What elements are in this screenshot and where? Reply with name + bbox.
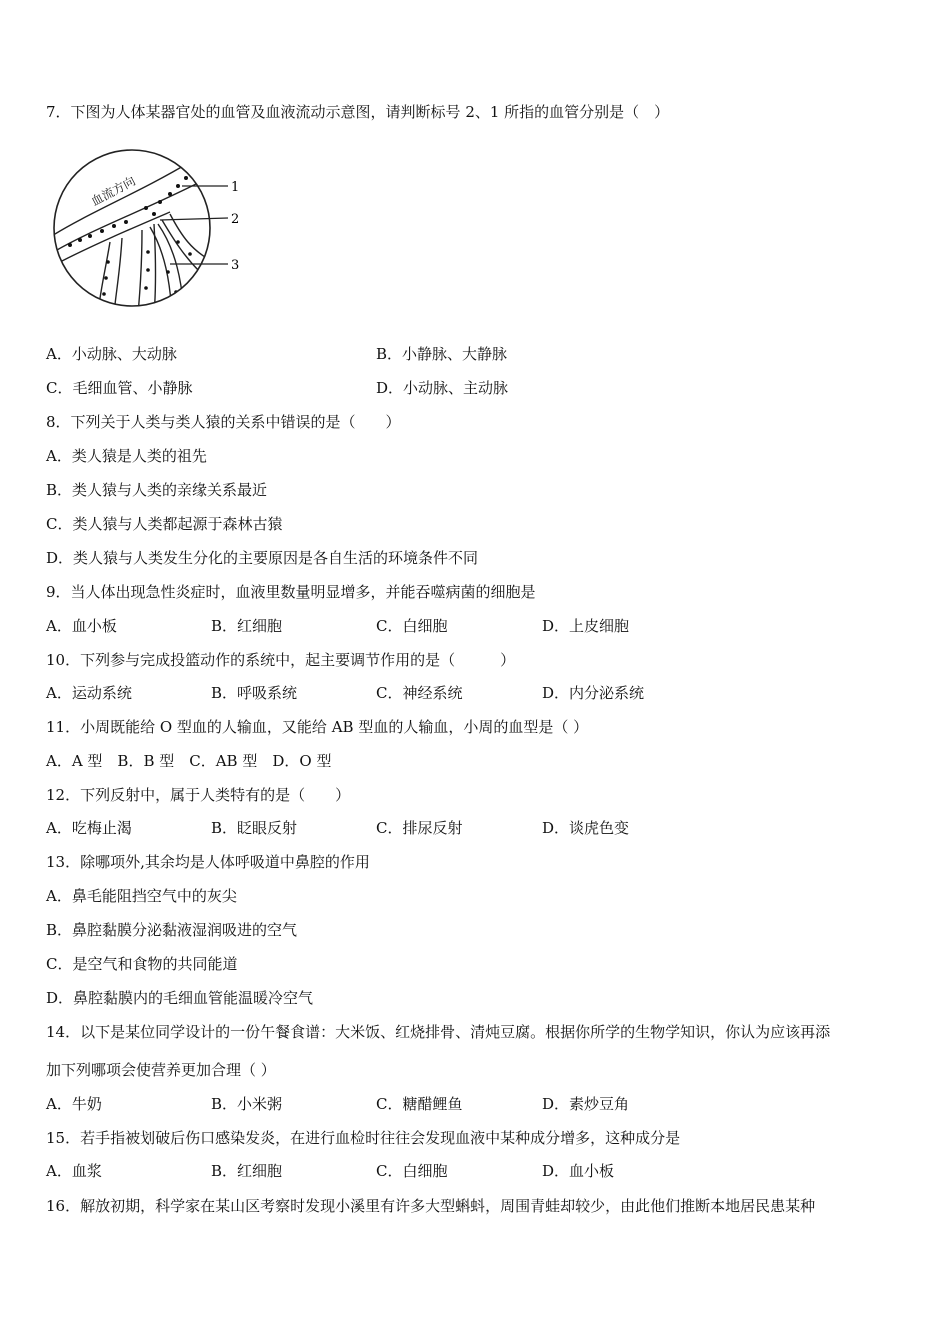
- q7-option-a: A．小动脉、大动脉: [46, 345, 177, 363]
- blood-flow-label: 血流方向: [88, 173, 138, 209]
- q10-option-c: C．神经系统: [376, 684, 463, 702]
- q9-option-c: C．白细胞: [376, 617, 448, 635]
- q14-option-c: C．糖醋鲤鱼: [376, 1095, 463, 1113]
- label-3: 3: [231, 258, 240, 273]
- question-9-stem: 9．当人体出现急性炎症时，血液里数量明显增多，并能吞噬病菌的细胞是: [46, 583, 536, 601]
- q15-option-b: B．红细胞: [211, 1162, 283, 1180]
- q8-option-c: C．类人猿与人类都起源于森林古猿: [46, 515, 283, 533]
- q13-option-c: C．是空气和食物的共同能道: [46, 955, 238, 973]
- q13-option-d: D．鼻腔黏膜内的毛细血管能温暖冷空气: [46, 989, 314, 1007]
- blood-vessel-diagram: [50, 142, 250, 314]
- q14-option-a: A．牛奶: [46, 1095, 102, 1113]
- question-11-stem: 11．小周既能给 O 型血的人输血，又能给 AB 型血的人输血，小周的血型是（ ）: [46, 718, 589, 736]
- label-1: 1: [231, 180, 240, 195]
- q10-option-d: D．内分泌系统: [542, 684, 645, 702]
- question-14-stem-line2: 加下列哪项会使营养更加合理（ ）: [46, 1061, 276, 1079]
- question-13-stem: 13．除哪项外,其余均是人体呼吸道中鼻腔的作用: [46, 853, 370, 871]
- q12-option-a: A．吃梅止渴: [46, 819, 132, 837]
- q9-option-a: A．血小板: [46, 617, 117, 635]
- q11-options: A．A 型 B．B 型 C．AB 型 D．O 型: [46, 752, 332, 770]
- question-8-stem: 8．下列关于人类与类人猿的关系中错误的是（ ）: [46, 413, 401, 431]
- q7-option-d: D．小动脉、主动脉: [376, 379, 509, 397]
- q12-option-b: B．眨眼反射: [211, 819, 298, 837]
- q8-option-a: A．类人猿是人类的祖先: [46, 447, 207, 465]
- question-14-stem-line1: 14．以下是某位同学设计的一份午餐食谱：大米饭、红烧排骨、清炖豆腐。根据你所学的生物学知识，你认为应该再添: [46, 1023, 831, 1041]
- question-10-stem: 10．下列参与完成投篮动作的系统中，起主要调节作用的是（ ）: [46, 651, 516, 669]
- q14-option-b: B．小米粥: [211, 1095, 283, 1113]
- q9-option-d: D．上皮细胞: [542, 617, 630, 635]
- q7-option-c: C．毛细血管、小静脉: [46, 379, 193, 397]
- question-15-stem: 15．若手指被划破后伤口感染发炎，在进行血检时往往会发现血液中某种成分增多，这种成分是: [46, 1129, 681, 1147]
- q12-option-c: C．排尿反射: [376, 819, 463, 837]
- question-16-stem: 16．解放初期，科学家在某山区考察时发现小溪里有许多大型蝌蚪，周围青蛙却较少，由此他们推断本地居民患某种: [46, 1197, 816, 1215]
- q9-option-b: B．红细胞: [211, 617, 283, 635]
- question-12-stem: 12．下列反射中，属于人类特有的是（ ）: [46, 786, 351, 804]
- q15-option-a: A．血浆: [46, 1162, 102, 1180]
- label-2: 2: [231, 212, 240, 227]
- q8-option-d: D．类人猿与人类发生分化的主要原因是各自生活的环境条件不同: [46, 549, 479, 567]
- q10-option-b: B．呼吸系统: [211, 684, 298, 702]
- question-7-stem: 7．下图为人体某器官处的血管及血液流动示意图，请判断标号 2、1 所指的血管分别是（ ）: [46, 103, 670, 121]
- q13-option-a: A．鼻毛能阻挡空气中的灰尖: [46, 887, 237, 905]
- q13-option-b: B．鼻腔黏膜分泌黏液湿润吸进的空气: [46, 921, 298, 939]
- q10-option-a: A．运动系统: [46, 684, 132, 702]
- q12-option-d: D．谈虎色变: [542, 819, 630, 837]
- q14-option-d: D．素炒豆角: [542, 1095, 630, 1113]
- q15-option-c: C．白细胞: [376, 1162, 448, 1180]
- q8-option-b: B．类人猿与人类的亲缘关系最近: [46, 481, 268, 499]
- q15-option-d: D．血小板: [542, 1162, 615, 1180]
- q7-option-b: B．小静脉、大静脉: [376, 345, 508, 363]
